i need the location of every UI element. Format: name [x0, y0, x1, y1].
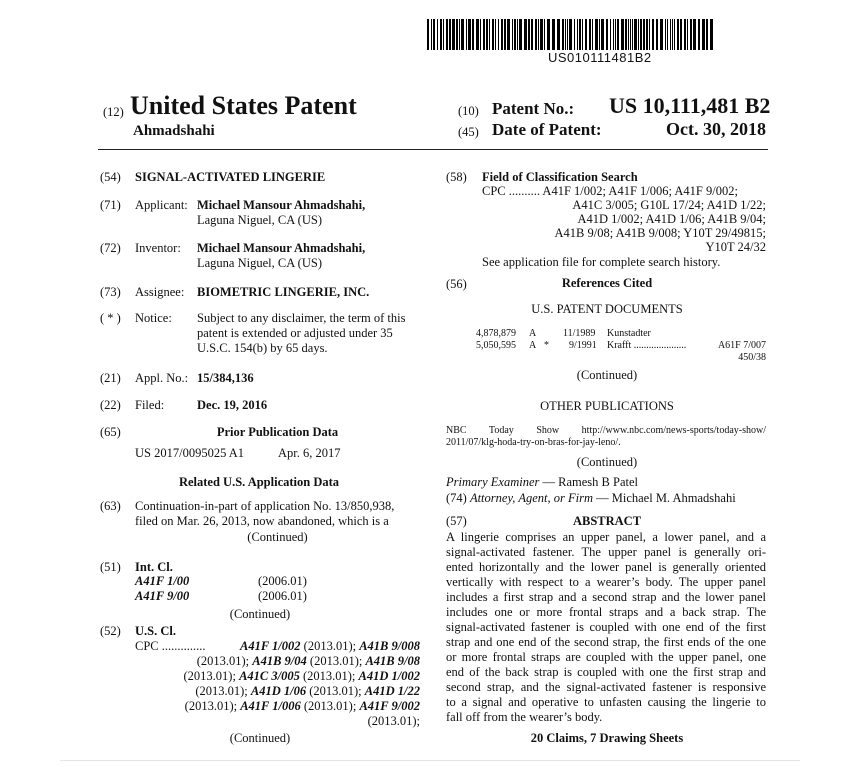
primary-examiner: [446, 475, 638, 490]
filed-code: (22): [100, 398, 121, 412]
inventor-name: Michael Mansour Ahmadshahi,: [197, 241, 366, 255]
cpc-class-code: A41B 9/04: [252, 654, 307, 668]
appl-no-code: (21): [100, 371, 121, 385]
attorney-value: — Michael M. Ahmadshahi: [596, 491, 736, 505]
date-label: Date of Patent:: [492, 120, 602, 139]
notice-code: ( * ): [100, 311, 121, 325]
appl-no-label: Appl. No.:: [135, 371, 189, 385]
reference-star: *: [544, 340, 549, 351]
cpc-version: (2013.01);: [306, 654, 366, 668]
us-cl-line: [150, 699, 420, 714]
us-cl-code: (52): [100, 624, 121, 638]
prior-pub-date: Apr. 6, 2017: [278, 446, 341, 460]
related-app-heading: Related U.S. Application Data: [178, 475, 340, 489]
applicant-name: Michael Mansour Ahmadshahi,: [197, 198, 366, 212]
abstract-line: A lingerie comprises an upper panel, a lower panel, and a: [446, 530, 766, 544]
cpc-version: (2013.01);: [300, 699, 360, 713]
reference-kind: A: [529, 340, 537, 351]
barcode-image: [427, 19, 717, 50]
abstract-line: strap and one end of the second strap, the first ends of the one: [446, 635, 766, 649]
us-cl-line: [150, 654, 420, 669]
claims-summary: 20 Claims, 7 Drawing Sheets: [530, 731, 684, 745]
abstract-line: second strap, and the signal-activated fastener is responsive: [446, 680, 766, 694]
abstract-line: end of the back strap is coupled with one the first strap and: [446, 665, 766, 679]
field-search-note: See application file for complete search history.: [482, 255, 721, 269]
prior-pub-number: US 2017/0095025 A1: [135, 446, 245, 460]
int-cl-class: A41F 1/00: [135, 574, 190, 588]
barcode-number: US010111481B2: [548, 50, 652, 65]
cpc-class-code: A41F 1/002: [239, 639, 301, 653]
attorney-label: Attorney, Agent, or Firm: [469, 491, 593, 505]
inventor-label: Inventor:: [135, 241, 181, 255]
cpc-class-code: A41B 9/08: [365, 654, 420, 668]
patent-no-code: (10): [458, 104, 479, 118]
field-search-heading: Field of Classification Search: [482, 170, 638, 184]
abstract-line: vertically with respect to a wearer’s body. The upper panel: [446, 575, 766, 589]
us-documents-heading: U.S. PATENT DOCUMENTS: [531, 302, 683, 316]
cpc-version: (2013.01);: [195, 684, 251, 698]
reference-class: A61F 7/007: [717, 340, 766, 351]
other-publication-line: 2011/07/klg-hoda-try-on-bras-for-jay-leno/.: [446, 437, 621, 448]
us-cl-line: (2013.01);: [367, 714, 420, 728]
patent-no-label: Patent No.:: [492, 99, 575, 118]
attorney-code: (74): [446, 491, 467, 505]
applicant-location: Laguna Niguel, CA (US): [197, 213, 322, 227]
abstract-code: (57): [446, 514, 467, 528]
us-cl-line: [220, 639, 420, 654]
continuation-line: Continuation-in-part of application No. 13/850,938,: [135, 499, 395, 513]
abstract-line: or more frontal straps are coupled with the upper panel, one: [446, 650, 766, 664]
int-cl-label: Int. Cl.: [135, 560, 173, 574]
reference-number: 4,878,879: [476, 328, 516, 339]
abstract-line: to a signal and operative to unfasten causing the lingerie to: [446, 695, 766, 709]
cpc-version: (2013.01);: [184, 699, 241, 713]
notice-label: Notice:: [135, 311, 172, 325]
us-cl-label: U.S. Cl.: [135, 624, 176, 638]
assignee-code: (73): [100, 285, 121, 299]
other-publications-heading: OTHER PUBLICATIONS: [540, 399, 674, 413]
abstract-line: fall off from the wearer’s body.: [446, 710, 603, 724]
assignee-label: Assignee:: [135, 285, 185, 299]
abstract-line: includes one or more frontal straps and a back strap. The: [446, 605, 766, 619]
int-cl-class: A41F 9/00: [135, 589, 190, 603]
applicant-surname: Ahmadshahi: [133, 123, 215, 139]
references-heading: References Cited: [561, 276, 653, 290]
reference-kind: A: [529, 328, 537, 339]
cpc-version: (2013.01);: [299, 669, 359, 683]
cpc-class-code: A41D 1/002: [358, 669, 420, 683]
cpc-version: (2013.01);: [306, 684, 365, 698]
appl-no-value: 15/384,136: [197, 371, 254, 385]
examiner-value: — Ramesh B Patel: [542, 475, 638, 489]
field-search-line: A41C 3/005; G10L 17/24; A41D 1/22;: [572, 198, 766, 212]
continued-note: (Continued): [229, 607, 291, 621]
int-cl-version: (2006.01): [258, 589, 307, 603]
cpc-class-code: A41D 1/06: [250, 684, 307, 698]
cpc-version: (2013.01);: [183, 669, 240, 683]
notice-line: Subject to any disclaimer, the term of this: [197, 311, 406, 325]
invention-title: SIGNAL-ACTIVATED LINGERIE: [135, 170, 326, 184]
applicant-label: Applicant:: [135, 198, 188, 212]
cpc-class-code: A41B 9/008: [359, 639, 420, 653]
prior-pub-code: (65): [100, 425, 121, 439]
header-rule: [98, 149, 768, 150]
continued-note: (Continued): [247, 530, 308, 544]
references-code: (56): [446, 277, 467, 291]
examiner-label: Primary Examiner: [446, 475, 540, 489]
applicant-code: (71): [100, 198, 121, 212]
field-search-line: A41B 9/08; A41B 9/008; Y10T 29/49815;: [554, 226, 766, 240]
inventor-location: Laguna Niguel, CA (US): [197, 256, 322, 270]
cpc-class-code: A41D 1/22: [364, 684, 420, 698]
continued-note: (Continued): [229, 731, 291, 745]
reference-number: 5,050,595: [476, 340, 516, 351]
patent-no-value: US 10,111,481 B2: [609, 93, 771, 118]
int-cl-version: (2006.01): [258, 574, 307, 588]
abstract-line: signal-activated fastener. The upper panel is generally ori-: [446, 545, 766, 559]
assignee-name: BIOMETRIC LINGERIE, INC.: [197, 285, 370, 299]
abstract-heading: ABSTRACT: [572, 514, 642, 528]
reference-date: 9/1991: [569, 340, 597, 351]
cpc-class-code: A41F 9/002: [359, 699, 420, 713]
cpc-class-code: A41C 3/005: [239, 669, 300, 683]
prior-pub-heading: Prior Publication Data: [216, 425, 339, 439]
us-cl-cpc-prefix: CPC ..............: [135, 639, 206, 653]
cpc-version: (2013.01);: [300, 639, 360, 653]
attorney-line: [446, 491, 736, 506]
filed-label: Filed:: [135, 398, 165, 412]
date-value: Oct. 30, 2018: [666, 119, 766, 139]
field-search-line: A41D 1/002; A41D 1/06; A41B 9/04;: [577, 212, 766, 226]
kind-code: (12): [103, 105, 124, 119]
continuation-code: (63): [100, 499, 121, 513]
field-search-line: Y10T 24/32: [705, 240, 766, 254]
title-code: (54): [100, 170, 121, 184]
reference-name: Kunstadter: [607, 328, 651, 339]
int-cl-code: (51): [100, 560, 121, 574]
abstract-line: signal-activated fastener is coupled with one end of the first: [446, 620, 766, 634]
inventor-code: (72): [100, 241, 121, 255]
us-cl-line: [150, 669, 420, 684]
notice-line: U.S.C. 154(b) by 65 days.: [197, 341, 328, 355]
reference-date: 11/1989: [563, 328, 596, 339]
notice-line: patent is extended or adjusted under 35: [197, 326, 393, 340]
other-publication-line: NBC Today Show http://www.nbc.com/news-sports/today-show/: [446, 425, 766, 436]
us-cl-line: [150, 684, 420, 699]
reference-class: 450/38: [738, 352, 766, 363]
continued-note: (Continued): [576, 368, 638, 382]
cpc-version: (2013.01);: [196, 654, 253, 668]
reference-name: Krafft .....................: [607, 340, 687, 351]
field-search-code: (58): [446, 170, 467, 184]
abstract-line: includes a first strap and a second strap and the lower panel: [446, 590, 766, 604]
cpc-class-code: A41F 1/006: [240, 699, 301, 713]
continuation-line: filed on Mar. 26, 2013, now abandoned, which is a: [135, 514, 389, 528]
footer-rule: [60, 760, 800, 761]
filed-value: Dec. 19, 2016: [197, 398, 268, 412]
continued-note: (Continued): [576, 455, 638, 469]
document-title: United States Patent: [130, 91, 357, 120]
date-code: (45): [458, 125, 479, 139]
abstract-line: ented horizontally and the lower panel is generally oriented: [446, 560, 766, 574]
field-search-line: CPC .......... A41F 1/002; A41F 1/006; A41F 9/002;: [482, 184, 738, 198]
